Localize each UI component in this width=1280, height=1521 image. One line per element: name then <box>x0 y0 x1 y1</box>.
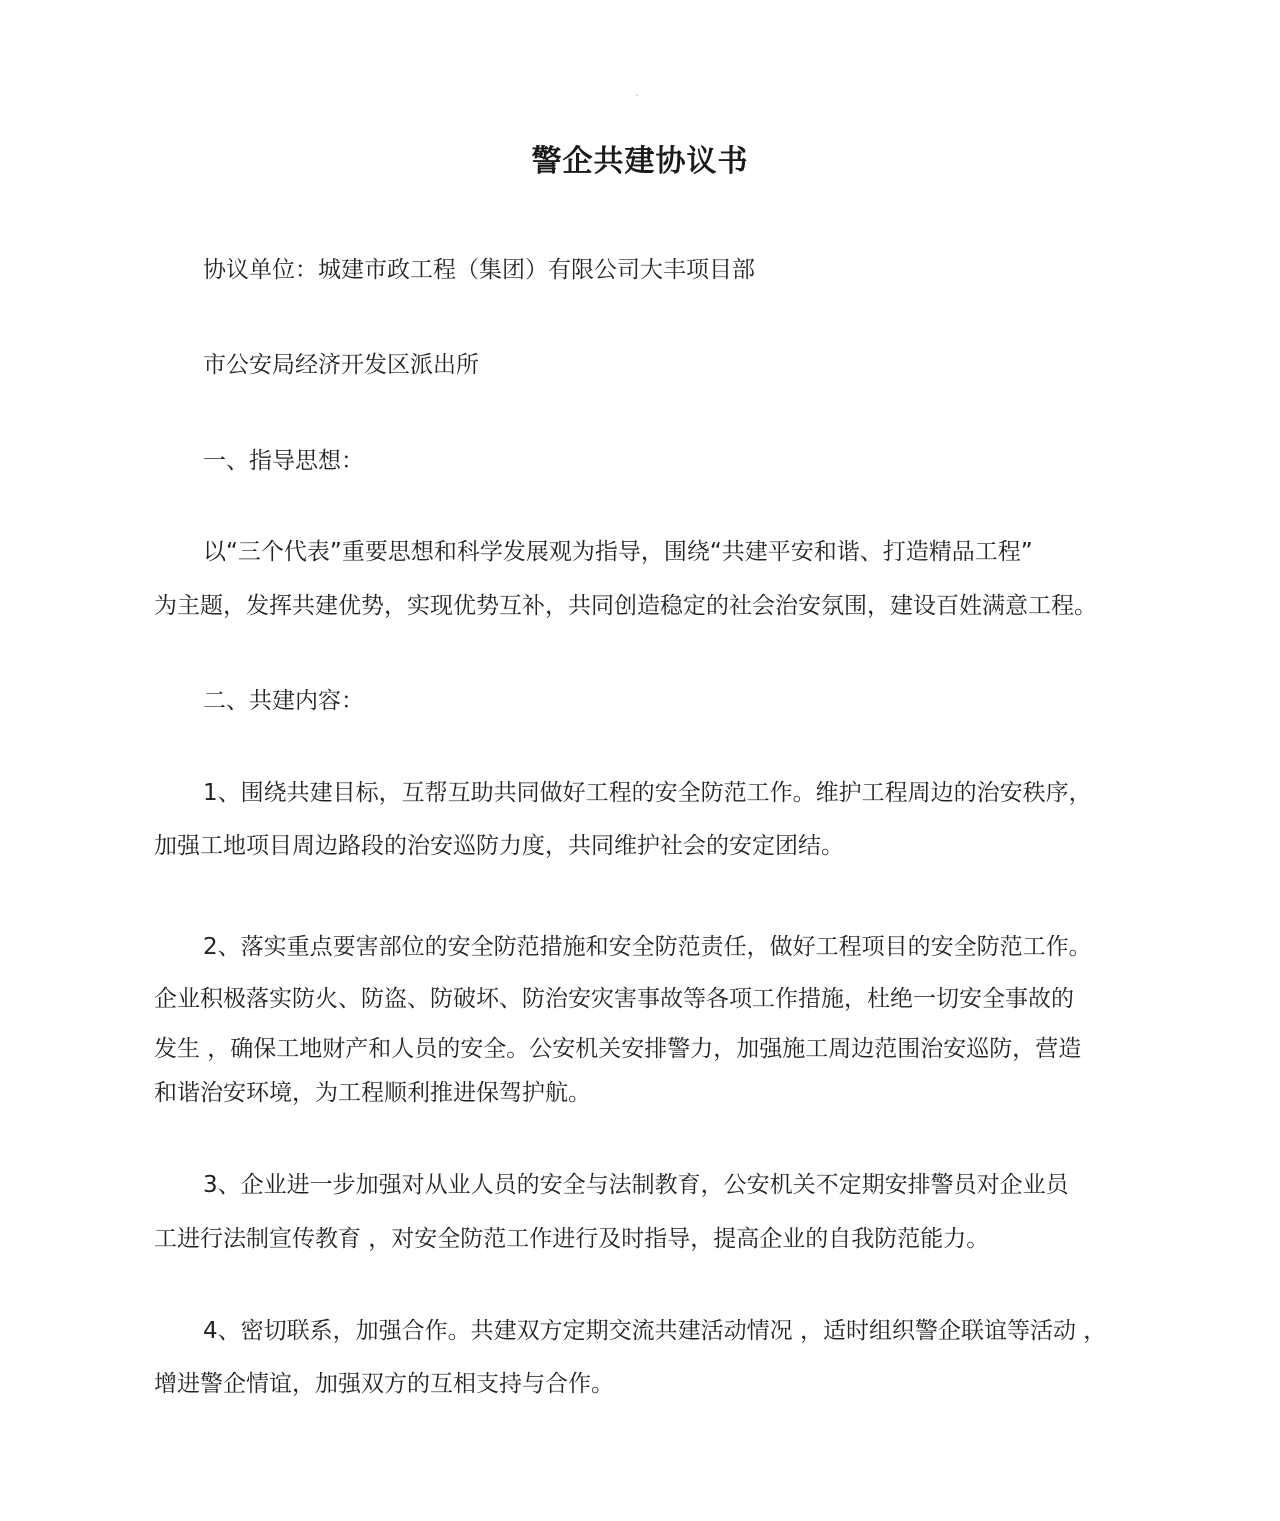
section-2-heading: 二、共建内容： <box>203 688 364 714</box>
item-4-line-1: 4、密切联系，加强合作。共建双方定期交流共建活动情况 ，适时组织警企联谊等活动 ， <box>203 1318 1107 1344</box>
party-line-1: 协议单位：城建市政工程（集团）有限公司大丰项目部 <box>203 257 755 283</box>
item-3-line-2: 工进行法制宣传教育 ，对安全防范工作进行及时指导，提高企业的自我防范能力。 <box>154 1226 990 1252</box>
item-3-line-1: 3、企业进一步加强对从业人员的安全与法制教育，公安机关不定期安排警员对企业员 <box>203 1172 1069 1198</box>
page-speck <box>636 94 638 96</box>
item-2-line-3: 发生 ，确保工地财产和人员的安全。公安机关安排警力，加强施工周边范围治安巡防，营造 <box>154 1036 1082 1062</box>
item-1-line-1: 1、围绕共建目标，互帮互助共同做好工程的安全防范工作。维护工程周边的治安秩序， <box>203 780 1092 806</box>
section-1-line-2: 为主题，发挥共建优势，实现优势互补，共同创造稳定的社会治安氛围，建设百姓满意工程。 <box>154 593 1097 619</box>
section-1-line-1: 以“三个代表”重要思想和科学发展观为指导，围绕“共建平安和谐、打造精品工程” <box>203 539 1033 565</box>
item-1-line-2: 加强工地项目周边路段的治安巡防力度，共同维护社会的安定团结。 <box>154 833 844 859</box>
item-2-line-1: 2、落实重点要害部位的安全防范措施和安全防范责任，做好工程项目的安全防范工作。 <box>203 934 1092 960</box>
section-1-heading: 一、指导思想： <box>203 448 364 474</box>
item-2-line-4: 和谐治安环境，为工程顺利推进保驾护航。 <box>154 1080 591 1106</box>
party-line-2: 市公安局经济开发区派出所 <box>203 352 479 378</box>
item-2-line-2: 企业积极落实防火、防盗、防破坏、防治安灾害事故等各项工作措施，杜绝一切安全事故的 <box>154 986 1074 1012</box>
document-title: 警企共建协议书 <box>531 144 749 179</box>
item-4-line-2: 增进警企情谊，加强双方的互相支持与合作。 <box>154 1371 614 1397</box>
